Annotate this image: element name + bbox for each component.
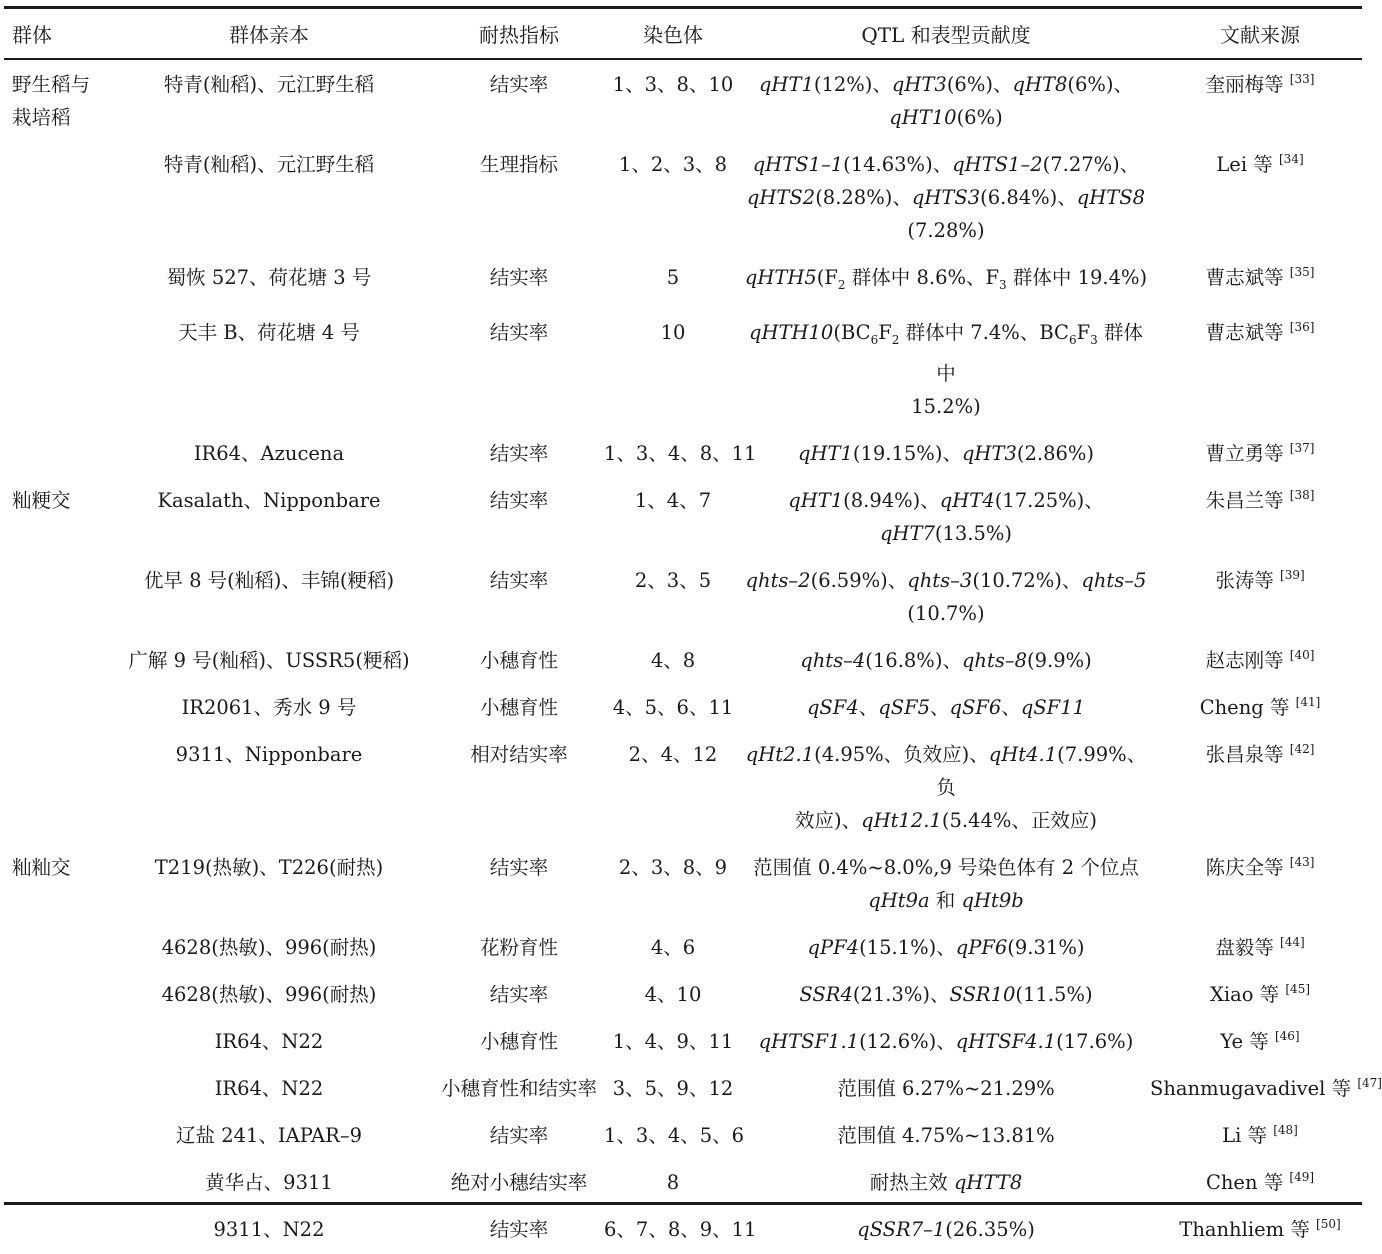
table-row	[4, 1113, 1370, 1160]
cell-chromosomes: 1、4、9、11	[612, 1029, 734, 1053]
cell-group	[4, 1160, 104, 1207]
cell-qtl-contribution: qhts–4(16.8%)、qhts–8(9.9%)	[800, 648, 1092, 672]
table-row	[4, 142, 1370, 255]
table-row	[4, 310, 1370, 431]
cell-reference	[1150, 845, 1370, 925]
header-chromosome: 染色体	[643, 23, 703, 47]
cell-reference	[1150, 142, 1370, 255]
reference-citation: [38]	[1289, 487, 1315, 502]
table-row	[4, 925, 1370, 972]
cell-parents: IR64、N22	[214, 1029, 324, 1053]
reference-author: Shanmugavadivel 等	[1150, 1076, 1352, 1100]
reference-citation: [50]	[1316, 1216, 1341, 1231]
cell-qtl-contribution: qHTSF1.1(12.6%)、qHTSF4.1(17.6%)	[758, 1029, 1134, 1053]
reference-author: Xiao 等	[1209, 982, 1280, 1006]
cell-qtl-contribution: qHT1(12%)、qHT3(6%)、qHT8(6%)、 qHT10(6%)	[758, 73, 1134, 129]
cell-parents: IR2061、秀水 9 号	[181, 695, 357, 719]
cell-group	[4, 310, 104, 431]
cell-reference	[1150, 310, 1370, 431]
reference-author: Chen 等	[1205, 1170, 1284, 1194]
reference-author: 曹立勇等	[1205, 441, 1284, 465]
reference-citation: [37]	[1289, 440, 1315, 455]
reference-author: 奎丽梅等	[1205, 73, 1284, 96]
cell-reference	[1150, 58, 1370, 142]
cell-parents: 辽盐 241、IAPAR–9	[176, 1123, 362, 1147]
cell-chromosomes: 1、2、3、8	[618, 153, 728, 176]
cell-chromosomes: 1、4、7	[634, 488, 712, 512]
cell-heat-index: 结实率	[489, 855, 549, 879]
reference-citation: [42]	[1289, 741, 1315, 756]
cell-heat-index: 小穗育性和结实率	[440, 1076, 597, 1100]
cell-qtl-contribution: qHTS1–1(14.63%)、qHTS1–2(7.27%)、 qHTS2(8.28%)、qHTS3(6.84%)、qHTS8 (7.28%)	[746, 153, 1146, 242]
reference-author: 赵志刚等	[1205, 648, 1284, 672]
cell-group	[4, 638, 104, 685]
cell-chromosomes: 2、3、5	[634, 568, 712, 592]
table-row	[4, 431, 1370, 478]
table-row	[4, 972, 1370, 1019]
reference-citation: [41]	[1295, 694, 1321, 709]
cell-qtl-contribution: 范围值 0.4%~8.0%,9 号染色体有 2 个位点 qHt9a 和 qHt9b	[753, 855, 1139, 912]
cell-qtl-contribution: qSSR7–1(26.35%)	[857, 1217, 1035, 1241]
reference-citation: [48]	[1273, 1122, 1298, 1137]
cell-heat-index: 花粉育性	[479, 935, 558, 959]
cell-chromosomes: 4、10	[644, 982, 702, 1006]
cell-qtl-contribution: 范围值 6.27%~21.29%	[837, 1076, 1055, 1100]
header-heat-index: 耐热指标	[479, 23, 559, 47]
cell-chromosomes: 4、6	[650, 935, 696, 959]
cell-heat-index: 生理指标	[479, 153, 558, 176]
cell-reference	[1150, 558, 1370, 638]
cell-group	[4, 972, 104, 1019]
table-row	[4, 1160, 1370, 1207]
cell-chromosomes: 5	[666, 266, 680, 289]
reference-author: Li 等	[1222, 1123, 1268, 1147]
cell-heat-index: 结实率	[489, 1217, 549, 1241]
reference-author: 陈庆全等	[1205, 855, 1284, 879]
cell-qtl-contribution: qSF4、qSF5、qSF6、qSF11	[806, 695, 1086, 719]
reference-citation: [36]	[1289, 319, 1315, 334]
reference-author: Lei 等	[1216, 153, 1273, 176]
cell-group	[4, 1019, 104, 1066]
cell-parents: Kasalath、Nipponbare	[157, 488, 381, 512]
cell-parents: 天丰 B、荷花塘 4 号	[178, 320, 360, 344]
table-row	[4, 1066, 1370, 1113]
cell-reference	[1150, 732, 1370, 845]
reference-author: 盘毅等	[1215, 935, 1274, 959]
cell-qtl-contribution: qHt2.1(4.95%、负效应)、qHt4.1(7.99%、负 效应)、qHt12.1(5.44%、正效应)	[745, 742, 1147, 832]
reference-citation: [43]	[1289, 854, 1315, 869]
cell-chromosomes: 10	[660, 320, 686, 344]
reference-citation: [47]	[1357, 1075, 1382, 1090]
cell-heat-index: 小穗育性	[479, 648, 558, 672]
cell-group	[4, 685, 104, 732]
cell-parents: 特青(籼稻)、元江野生稻	[163, 153, 375, 176]
cell-group	[4, 1113, 104, 1160]
table-row	[4, 558, 1370, 638]
table-row	[4, 685, 1370, 732]
cell-group	[4, 431, 104, 478]
cell-reference	[1150, 925, 1370, 972]
qtl-table	[4, 9, 1382, 1254]
cell-reference	[1150, 1019, 1370, 1066]
reference-citation: [44]	[1280, 934, 1305, 949]
cell-qtl-contribution: 耐热主效 qHTT8	[869, 1170, 1023, 1194]
cell-chromosomes: 1、3、4、5、6	[604, 1123, 745, 1147]
cell-group	[4, 142, 104, 255]
cell-qtl-contribution: $qHTH5(F_2$ 群体中 8.6%、$F_3$ 群体中 19.4%)	[744, 266, 1148, 292]
cell-group	[4, 255, 104, 310]
cell-heat-index: 结实率	[489, 320, 549, 344]
cell-heat-index: 相对结实率	[470, 742, 568, 766]
cell-group: 野生稻与栽培稻	[12, 73, 91, 129]
cell-parents: 广解 9 号(籼稻)、USSR5(粳稻)	[128, 648, 410, 672]
cell-parents: 4628(热敏)、996(耐热)	[161, 982, 377, 1006]
cell-parents: 4628(热敏)、996(耐热)	[161, 935, 377, 959]
header-qtl-contribution: QTL 和表型贡献度	[861, 23, 1031, 47]
cell-parents: 9311、Nipponbare	[175, 742, 363, 766]
table-row	[4, 638, 1370, 685]
cell-qtl-contribution: $qHTH10(BC_6F_2$ 群体中 7.4%、$BC_6F_3$ 群体中 15.2%)	[749, 320, 1143, 418]
cell-chromosomes: 2、4、12	[628, 742, 718, 766]
cell-parents: 特青(籼稻)、元江野生稻	[163, 73, 375, 96]
cell-parents: 9311、N22	[213, 1217, 325, 1241]
cell-reference	[1150, 638, 1370, 685]
reference-author: 朱昌兰等	[1205, 488, 1284, 512]
cell-parents: T219(热敏)、T226(耐热)	[154, 855, 384, 879]
reference-citation: [34]	[1279, 152, 1304, 166]
header-parents: 群体亲本	[229, 23, 309, 47]
cell-reference	[1150, 478, 1370, 558]
cell-heat-index: 小穗育性	[479, 1029, 558, 1053]
reference-author: 张涛等	[1215, 568, 1274, 592]
reference-citation: [39]	[1280, 567, 1305, 582]
cell-reference	[1150, 685, 1370, 732]
cell-group: 籼粳交	[12, 488, 71, 512]
cell-chromosomes: 3、5、9、12	[612, 1076, 734, 1100]
reference-citation: [46]	[1274, 1028, 1300, 1043]
table-row	[4, 1207, 1370, 1254]
cell-heat-index: 结实率	[489, 441, 549, 465]
cell-group	[4, 1066, 104, 1113]
cell-heat-index: 小穗育性	[479, 695, 558, 719]
reference-author: 曹志斌等	[1205, 320, 1284, 344]
cell-group	[4, 1207, 104, 1254]
cell-group	[4, 558, 104, 638]
table-row	[4, 58, 1370, 142]
header-reference: 文献来源	[1220, 23, 1300, 47]
cell-chromosomes: 1、3、4、8、11	[604, 441, 757, 465]
reference-author: Cheng 等	[1199, 695, 1290, 719]
table-header-row	[4, 9, 1370, 58]
cell-chromosomes: 4、5、6、11	[612, 695, 734, 719]
cell-reference	[1150, 1066, 1382, 1113]
cell-chromosomes: 6、7、8、9、11	[604, 1217, 757, 1241]
table-row	[4, 845, 1370, 925]
header-group: 群体	[12, 23, 52, 47]
cell-heat-index: 结实率	[489, 568, 549, 592]
cell-heat-index: 结实率	[489, 266, 549, 289]
cell-parents: 优早 8 号(籼稻)、丰锦(粳稻)	[143, 568, 395, 592]
table-row	[4, 478, 1370, 558]
cell-reference	[1150, 972, 1370, 1019]
cell-chromosomes: 1、3、8、10	[612, 73, 734, 96]
cell-heat-index: 结实率	[489, 73, 549, 96]
cell-reference	[1150, 1160, 1370, 1207]
reference-author: Thanhliem 等	[1179, 1217, 1310, 1241]
cell-parents: 蜀恢 527、荷花塘 3 号	[166, 266, 372, 289]
cell-group	[4, 925, 104, 972]
cell-heat-index: 结实率	[489, 982, 549, 1006]
reference-citation: [33]	[1289, 72, 1315, 86]
cell-qtl-contribution: qPF4(15.1%)、qPF6(9.31%)	[807, 935, 1085, 959]
cell-group: 籼籼交	[12, 855, 71, 879]
cell-reference	[1150, 431, 1370, 478]
table-row	[4, 255, 1370, 310]
cell-qtl-contribution: 范围值 4.75%~13.81%	[837, 1123, 1055, 1147]
reference-author: 曹志斌等	[1205, 266, 1284, 289]
reference-citation: [40]	[1289, 647, 1315, 662]
cell-heat-index: 结实率	[489, 1123, 549, 1147]
table-body	[4, 58, 1382, 1254]
cell-reference	[1150, 255, 1370, 310]
cell-heat-index: 绝对小穗结实率	[450, 1170, 588, 1194]
reference-author: 张昌泉等	[1205, 742, 1284, 766]
cell-qtl-contribution: SSR4(21.3%)、SSR10(11.5%)	[799, 982, 1093, 1006]
cell-heat-index: 结实率	[489, 488, 549, 512]
cell-parents: IR64、N22	[214, 1076, 324, 1100]
cell-parents: IR64、Azucena	[193, 441, 345, 465]
cell-chromosomes: 2、3、8、9	[618, 855, 728, 879]
reference-citation: [49]	[1289, 1169, 1315, 1184]
cell-group	[4, 732, 104, 845]
cell-qtl-contribution: qHT1(8.94%)、qHT4(17.25%)、 qHT7(13.5%)	[788, 488, 1104, 545]
cell-reference	[1150, 1207, 1370, 1254]
table-row	[4, 1019, 1370, 1066]
reference-citation: [35]	[1289, 265, 1315, 279]
table-row	[4, 732, 1370, 845]
cell-qtl-contribution: qHT1(19.15%)、qHT3(2.86%)	[797, 441, 1095, 465]
cell-parents: 黄华占、9311	[205, 1170, 333, 1194]
reference-citation: [45]	[1285, 981, 1311, 996]
cell-chromosomes: 4、8	[650, 648, 696, 672]
cell-qtl-contribution: qhts–2(6.59%)、qhts–3(10.72%)、qhts–5 (10.7%)	[745, 568, 1147, 625]
reference-author: Ye 等	[1220, 1029, 1269, 1053]
cell-reference	[1150, 1113, 1370, 1160]
cell-chromosomes: 8	[666, 1170, 680, 1194]
